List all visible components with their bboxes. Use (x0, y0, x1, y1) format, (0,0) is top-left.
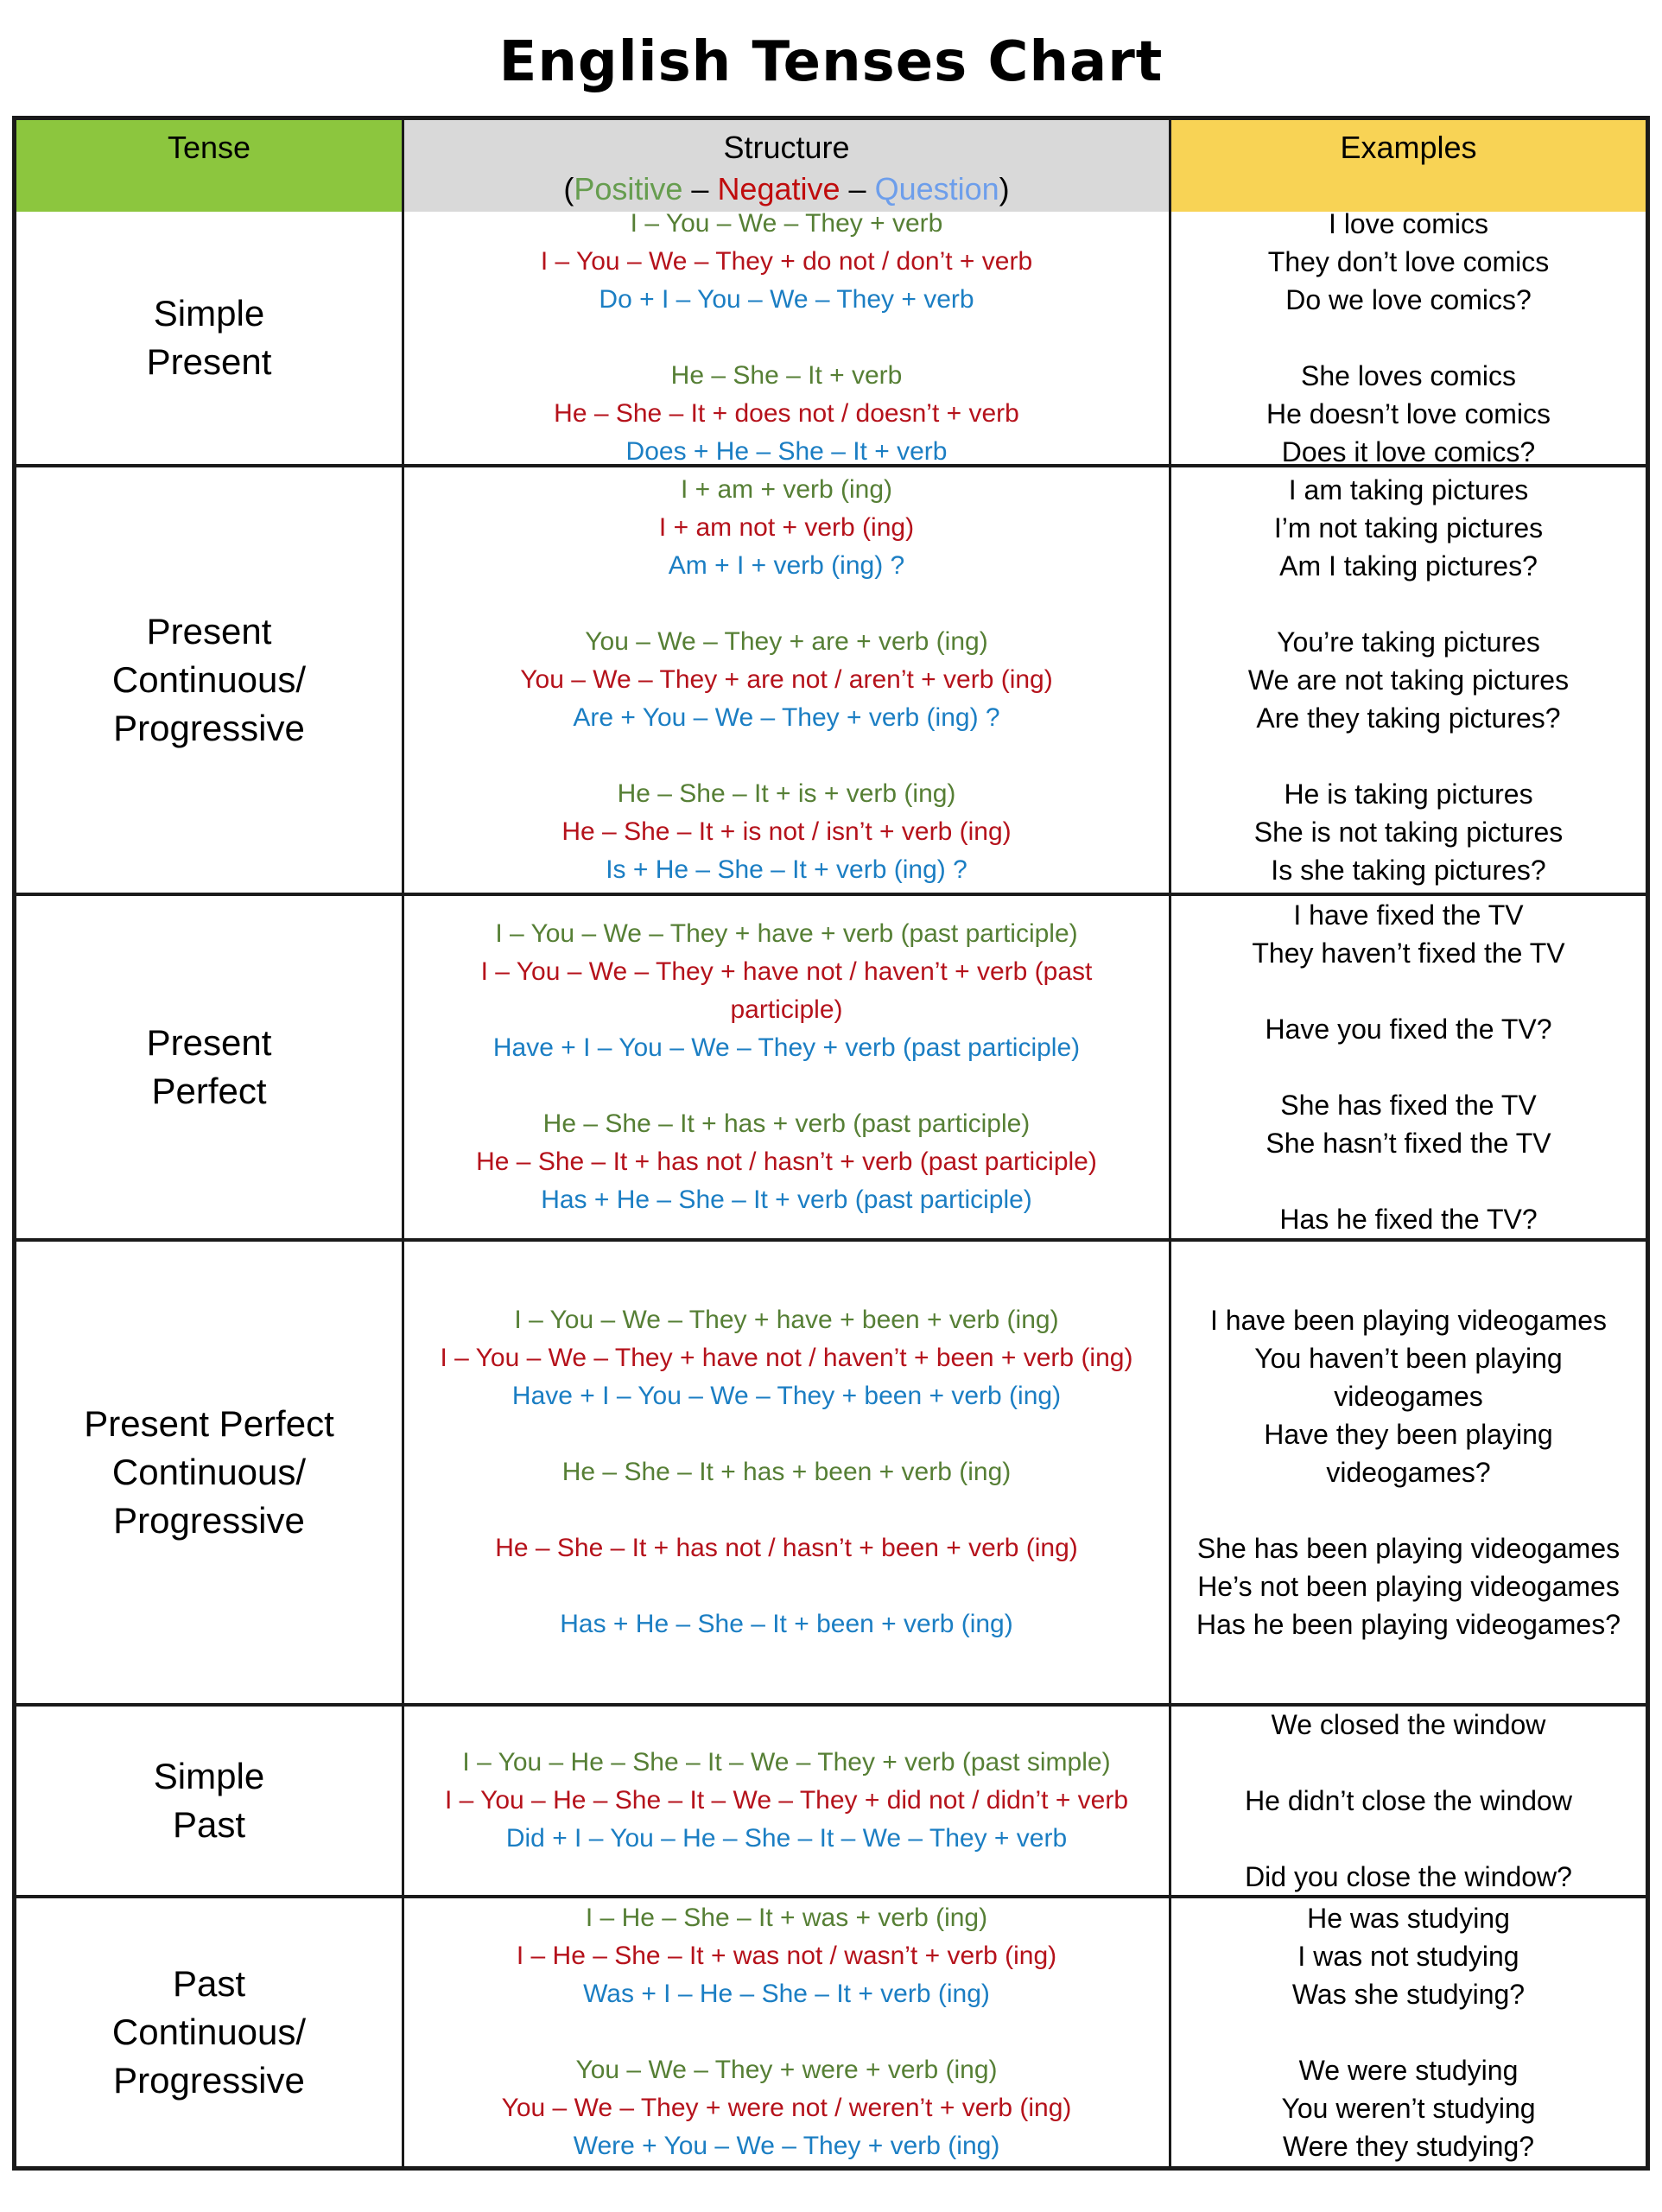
example-line: Did you close the window? (1245, 1861, 1572, 1892)
structure-line-question: Have + I – You – We – They + verb (past participle) (492, 1033, 1081, 1062)
spacer-line (1192, 1048, 1625, 1086)
example-line: He is taking pictures (1284, 779, 1533, 810)
example-line: I have fixed the TV (1293, 899, 1524, 931)
legend-separator: – (840, 171, 875, 207)
example-line: Is she taking pictures? (1271, 855, 1546, 886)
spacer-line (1192, 1820, 1625, 1858)
structure-line-negative: I – You – We – They + have not / haven’t + verb (past participle) (480, 957, 1093, 1024)
spacer-line (1192, 319, 1625, 357)
legend-separator: – (682, 171, 718, 207)
structure-cell (402, 212, 1169, 464)
structure-line-positive: He – She – It + has + verb (past participle) (542, 1109, 1031, 1138)
tense-line: Continuous/ (111, 659, 307, 700)
header-structure-label: Structure (723, 130, 850, 165)
spacer-line (1192, 2013, 1625, 2051)
tense-line: Present (146, 1022, 272, 1063)
table-row (16, 893, 1646, 1238)
example-line: We are not taking pictures (1247, 664, 1570, 696)
structure-line-positive: I + am + verb (ing) (680, 475, 893, 504)
example-line: Am I taking pictures? (1279, 550, 1538, 582)
tense-line: Simple (153, 293, 265, 334)
examples-cell (1169, 467, 1646, 893)
example-line: She has fixed the TV (1280, 1090, 1537, 1121)
spacer-line (430, 319, 1143, 357)
structure-line-positive: He – She – It + verb (670, 361, 903, 390)
tense-line: Progressive (113, 708, 305, 748)
table-header (16, 120, 1646, 212)
example-line: Are they taking pictures? (1256, 702, 1561, 734)
structure-line-negative: He – She – It + is not / isn’t + verb (ing) (561, 817, 1012, 846)
spacer-line (1192, 1744, 1625, 1782)
spacer-line (430, 2013, 1143, 2051)
examples-cell (1169, 896, 1646, 1238)
example-line: Have you fixed the TV? (1265, 1014, 1552, 1045)
spacer-line (1192, 737, 1625, 775)
spacer-line (430, 585, 1143, 623)
structure-line-question: Is + He – She – It + verb (ing) ? (606, 855, 967, 884)
spacer-line (1192, 972, 1625, 1010)
examples-cell (1169, 1707, 1646, 1895)
header-structure-legend (563, 168, 1009, 210)
table-row (16, 1238, 1646, 1703)
header-examples (1169, 120, 1646, 212)
structure-line-positive: He – She – It + has + been + verb (ing) (561, 1458, 1012, 1486)
spacer-line (1192, 1491, 1625, 1529)
legend-question: Question (874, 171, 999, 207)
example-line: They don’t love comics (1267, 246, 1550, 277)
spacer-line (430, 737, 1143, 775)
example-line: I am taking pictures (1288, 474, 1529, 505)
structure-line-positive: He – She – It + is + verb (ing) (617, 779, 956, 808)
structure-cell (402, 896, 1169, 1238)
spacer-line (430, 1067, 1143, 1105)
example-line: You weren’t studying (1281, 2093, 1536, 2124)
spacer-line (1192, 585, 1625, 623)
example-line: We closed the window (1271, 1709, 1546, 1740)
structure-line-positive: I – You – We – They + have + been + verb (ing) (514, 1306, 1059, 1334)
spacer-line (430, 1415, 1143, 1453)
structure-cell (402, 1242, 1169, 1703)
page-title: English Tenses Chart (498, 30, 1164, 94)
tense-cell (16, 467, 402, 893)
example-line: You haven’t been playing videogames (1254, 1343, 1563, 1412)
structure-line-question: Did + I – You – He – She – It – We – They + verb (505, 1824, 1068, 1853)
structure-line-positive: You – We – They + were + verb (ing) (575, 2056, 998, 2084)
spacer-line (430, 1567, 1143, 1605)
structure-line-negative: You – We – They + are not / aren’t + verb (ing) (520, 665, 1053, 694)
table-row (16, 212, 1646, 464)
structure-cell (402, 1898, 1169, 2166)
examples-cell (1169, 1242, 1646, 1703)
examples-cell (1169, 212, 1646, 464)
tense-cell (16, 896, 402, 1238)
tense-line: Progressive (113, 1500, 305, 1541)
example-line: He didn’t close the window (1245, 1785, 1572, 1816)
table-row (16, 464, 1646, 893)
example-line: They haven’t fixed the TV (1252, 938, 1565, 969)
structure-line-positive: I – You – He – She – It – We – They + verb (past simple) (462, 1748, 1111, 1777)
header-structure (402, 120, 1169, 212)
example-line: She loves comics (1301, 360, 1516, 391)
structure-line-question: Were + You – We – They + verb (ing) (573, 2132, 1000, 2160)
structure-line-question: Am + I + verb (ing) ? (668, 551, 905, 580)
example-line: Do we love comics? (1285, 284, 1532, 315)
tense-cell (16, 1242, 402, 1703)
tense-line: Simple (153, 1756, 265, 1796)
tense-cell (16, 1898, 402, 2166)
example-line: You’re taking pictures (1277, 626, 1540, 658)
example-line: I’m not taking pictures (1273, 512, 1544, 543)
example-line: I love comics (1329, 212, 1488, 239)
structure-line-positive: You – We – They + are + verb (ing) (585, 627, 988, 656)
structure-line-question: Has + He – She – It + verb (past participle) (541, 1185, 1032, 1214)
example-line: She has been playing videogames (1196, 1533, 1621, 1564)
structure-line-question: Have + I – You – We – They + been + verb (ing) (511, 1382, 1062, 1410)
example-line: He’s not been playing videogames (1197, 1571, 1620, 1602)
example-line: He doesn’t love comics (1266, 398, 1551, 429)
tense-line: Past (172, 1804, 246, 1845)
example-line: I was not studying (1297, 1941, 1519, 1972)
structure-line-negative: He – She – It + does not / doesn’t + verb (554, 399, 1019, 428)
structure-line-negative: I + am not + verb (ing) (658, 513, 915, 542)
header-examples-label: Examples (1340, 130, 1477, 165)
structure-line-negative: I – He – She – It + was not / wasn’t + verb (ing) (516, 1942, 1057, 1970)
structure-cell (402, 467, 1169, 893)
legend-positive: Positive (574, 171, 683, 207)
example-line: I have been playing videogames (1210, 1305, 1607, 1336)
structure-cell (402, 1707, 1169, 1895)
examples-cell (1169, 1898, 1646, 2166)
example-line: Does it love comics? (1281, 436, 1536, 464)
example-line: Were they studying? (1282, 2131, 1535, 2162)
spacer-line (1192, 1162, 1625, 1200)
tense-line: Present (146, 611, 272, 652)
tense-cell (16, 1707, 402, 1895)
tense-line: Perfect (151, 1071, 267, 1111)
tense-line: Progressive (113, 2060, 305, 2101)
structure-line-negative: He – She – It + has not / hasn’t + verb (past participle) (476, 1147, 1097, 1176)
legend-paren-open: ( (563, 171, 574, 207)
structure-line-negative: He – She – It + has not / hasn’t + been + verb (ing) (495, 1534, 1078, 1562)
example-line: She is not taking pictures (1253, 817, 1564, 848)
example-line: She hasn’t fixed the TV (1266, 1128, 1551, 1159)
tense-line: Continuous/ (111, 2012, 307, 2052)
structure-line-positive: I – You – We – They + have + verb (past participle) (495, 919, 1078, 948)
table-row (16, 1895, 1646, 2166)
tense-line: Present (146, 341, 272, 382)
structure-line-negative: You – We – They + were not / weren’t + verb (ing) (501, 2094, 1072, 2122)
example-line: Was she studying? (1291, 1979, 1526, 2010)
legend-negative: Negative (717, 171, 841, 207)
example-line: Has he fixed the TV? (1279, 1204, 1538, 1235)
structure-line-positive: I – You – We – They + verb (630, 212, 943, 238)
tenses-table (12, 116, 1650, 2171)
structure-line-question: Has + He – She – It + been + verb (ing) (560, 1610, 1013, 1638)
example-line: Has he been playing videogames? (1196, 1609, 1621, 1640)
example-line: Have they been playing videogames? (1264, 1419, 1553, 1488)
table-row (16, 1703, 1646, 1895)
structure-line-question: Are + You – We – They + verb (ing) ? (573, 703, 1000, 732)
spacer-line (430, 1491, 1143, 1529)
example-line: He was studying (1307, 1903, 1510, 1934)
header-tense (16, 120, 402, 212)
legend-paren-close: ) (999, 171, 1010, 207)
structure-line-question: Do + I – You – We – They + verb (599, 285, 974, 314)
structure-line-negative: I – You – He – She – It – We – They + did not / didn’t + verb (444, 1786, 1129, 1815)
tense-line: Past (172, 1963, 246, 2004)
structure-line-negative: I – You – We – They + have not / haven’t + been + verb (ing) (440, 1344, 1133, 1372)
structure-line-question: Does + He – She – It + verb (625, 437, 948, 464)
tense-line: Continuous/ (111, 1452, 307, 1492)
structure-line-positive: I – He – She – It + was + verb (ing) (585, 1904, 988, 1932)
header-tense-label: Tense (167, 130, 251, 165)
table-body (16, 212, 1646, 2166)
example-line: We were studying (1298, 2055, 1519, 2086)
structure-line-question: Was + I – He – She – It + verb (ing) (583, 1980, 990, 2008)
structure-line-negative: I – You – We – They + do not / don’t + verb (540, 247, 1033, 276)
tense-line: Present Perfect (84, 1403, 334, 1444)
tense-cell (16, 212, 402, 464)
